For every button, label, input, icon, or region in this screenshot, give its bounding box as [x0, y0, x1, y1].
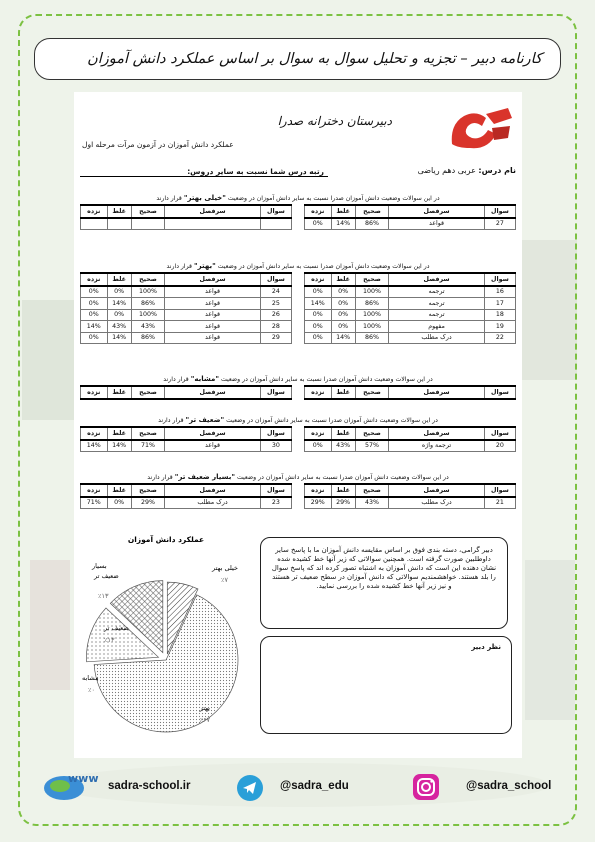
table-cell: 57% — [355, 440, 388, 452]
table-cell — [107, 218, 131, 230]
column-header: نزده — [305, 427, 332, 440]
table-cell: 28 — [260, 321, 291, 333]
pie-slice — [94, 595, 238, 732]
section-tables — [74, 385, 522, 400]
section-tables — [74, 204, 522, 230]
table-cell: قواعد — [165, 440, 261, 452]
column-header: سرفصل — [165, 205, 261, 218]
table-cell: درک مطلب — [389, 497, 485, 509]
table-cell — [165, 218, 261, 230]
section-3 — [74, 416, 522, 452]
section-heading-post: قرار دارند — [147, 474, 175, 481]
table-cell: 14% — [81, 321, 108, 333]
column-header: سرفصل — [389, 386, 485, 399]
table-cell: 0% — [305, 309, 332, 321]
column-header: نزده — [81, 273, 108, 286]
table-cell: 100% — [355, 286, 388, 298]
section-heading-pre: در این سوالات وضعیت دانش آموزان صدرا نسبت به سایر دانش آموزان در وضعیت — [215, 263, 430, 270]
column-header: نزده — [81, 427, 108, 440]
table-cell: 43% — [331, 440, 355, 452]
pie-slice-label: ضعیف تر — [94, 572, 119, 580]
table-cell: 100% — [131, 286, 164, 298]
table-cell: 19 — [484, 321, 515, 333]
column-header: سوال — [260, 273, 291, 286]
column-header: صحیح — [131, 484, 164, 497]
pie-slice-value: ٪۱۳ — [98, 592, 109, 600]
section-heading-post: قرار دارند — [156, 195, 184, 202]
table-cell: 0% — [107, 497, 131, 509]
table-cell: 17 — [484, 298, 515, 310]
table-cell: 0% — [331, 321, 355, 333]
table-row — [81, 309, 292, 321]
table-row — [305, 332, 516, 344]
column-header: سوال — [484, 427, 515, 440]
results-table-left — [80, 204, 292, 230]
table-cell: 0% — [331, 309, 355, 321]
column-header: سوال — [484, 386, 515, 399]
chart-title: عملکرد دانش آموزان — [127, 535, 205, 544]
table-cell: 0% — [81, 332, 108, 344]
table-cell: ترجمة واژه — [389, 440, 485, 452]
table-cell: 86% — [131, 332, 164, 344]
section-heading — [74, 375, 522, 385]
instagram-handle[interactable]: @sadra_school — [466, 780, 552, 792]
table-cell: قواعد — [165, 321, 261, 333]
table-cell: 0% — [331, 298, 355, 310]
section-heading-tag: "خیلی بهتر" — [183, 194, 226, 202]
table-cell: 100% — [131, 309, 164, 321]
performance-pie-chart — [78, 532, 254, 752]
column-header: سوال — [260, 386, 291, 399]
table-cell: 16 — [484, 286, 515, 298]
column-header: غلط — [331, 273, 355, 286]
section-tables — [74, 272, 522, 344]
column-header: صحیح — [355, 386, 388, 399]
table-cell: 100% — [355, 309, 388, 321]
column-header: غلط — [331, 484, 355, 497]
section-heading-pre: در این سوالات وضعیت دانش آموزان صدرا نسبت به سایر دانش آموزان در وضعیت — [224, 417, 438, 424]
table-cell: 26 — [260, 309, 291, 321]
table-cell: 43% — [355, 497, 388, 509]
table-cell: 29 — [260, 332, 291, 344]
table-cell: 14% — [81, 440, 108, 452]
column-header: سوال — [260, 427, 291, 440]
column-header: سوال — [260, 484, 291, 497]
column-header: غلط — [107, 427, 131, 440]
instagram-icon[interactable] — [412, 773, 440, 801]
column-header: غلط — [107, 386, 131, 399]
report-sheet — [74, 92, 522, 758]
table-cell: 0% — [305, 332, 332, 344]
table-cell: 18 — [484, 309, 515, 321]
column-header: سرفصل — [389, 484, 485, 497]
page-banner-title: کارنامه دبیر – تجزیه و تحلیل سوال به سوال بر اساس عملکرد دانش آموزان — [34, 38, 561, 80]
course-info — [418, 166, 516, 175]
table-cell: 14% — [107, 440, 131, 452]
column-header: صحیح — [355, 273, 388, 286]
table-row — [305, 309, 516, 321]
table-cell: 86% — [355, 332, 388, 344]
section-0 — [74, 194, 522, 230]
table-cell: درک مطلب — [389, 332, 485, 344]
results-table-left — [80, 385, 292, 400]
section-heading-tag: "بسیار ضعیف تر" — [174, 473, 236, 481]
footer — [0, 768, 595, 804]
column-header: نزده — [305, 273, 332, 286]
table-cell: 43% — [107, 321, 131, 333]
section-heading-tag: "مشابه" — [190, 375, 219, 383]
section-heading-pre: در این سوالات وضعیت دانش آموزان صدرا نسبت به سایر دانش آموزان در وضعیت — [218, 376, 433, 383]
table-row — [305, 218, 516, 230]
sadra-logo-icon — [442, 104, 516, 152]
results-table-right — [304, 483, 516, 509]
column-header: سرفصل — [389, 427, 485, 440]
pie-slice-label: ضعیف تر — [104, 624, 129, 632]
telegram-icon[interactable] — [236, 774, 264, 802]
column-header: غلط — [331, 205, 355, 218]
table-cell: ترجمه — [389, 298, 485, 310]
results-table-right — [304, 426, 516, 452]
column-header: سرفصل — [165, 484, 261, 497]
table-cell: 100% — [355, 321, 388, 333]
teacher-opinion-box[interactable] — [260, 636, 512, 734]
section-heading-tag: "بهتر" — [193, 262, 216, 270]
rank-label: رتبه درس شما نسبت به سایر دروس: — [187, 167, 324, 176]
pie-slice-value: ٪۶۷ — [199, 716, 210, 724]
table-cell: 86% — [355, 298, 388, 310]
table-row — [81, 440, 292, 452]
column-header: سوال — [484, 484, 515, 497]
rank-underline — [80, 176, 328, 177]
table-cell: 27 — [484, 218, 515, 230]
www-globe-icon — [40, 770, 100, 802]
section-heading-post: قرار دارند — [166, 263, 194, 270]
section-heading-pre: در این سوالات وضعیت دانش آموزان صدرا نسبت به سایر دانش آموزان در وضعیت — [225, 195, 440, 202]
results-table-left — [80, 483, 292, 509]
results-table-left — [80, 272, 292, 344]
column-header: صحیح — [131, 273, 164, 286]
column-header: سرفصل — [389, 273, 485, 286]
results-table-right — [304, 385, 516, 400]
table-cell: 29% — [305, 497, 332, 509]
section-heading-post: قرار دارند — [163, 376, 191, 383]
table-cell: 0% — [81, 298, 108, 310]
table-cell: 24 — [260, 286, 291, 298]
column-header: غلط — [107, 273, 131, 286]
column-header: غلط — [107, 205, 131, 218]
column-header: نزده — [81, 386, 108, 399]
column-header: صحیح — [131, 386, 164, 399]
table-cell: 0% — [305, 440, 332, 452]
column-header: سوال — [484, 205, 515, 218]
section-heading — [74, 416, 522, 426]
table-cell: 14% — [331, 218, 355, 230]
section-tables — [74, 426, 522, 452]
table-row — [81, 218, 292, 230]
results-table-right — [304, 204, 516, 230]
table-cell: 14% — [107, 298, 131, 310]
results-table-left — [80, 426, 292, 452]
pie-slice-label: بسیار — [92, 562, 107, 570]
column-header: سرفصل — [389, 205, 485, 218]
table-cell — [260, 218, 291, 230]
column-header: نزده — [305, 386, 332, 399]
section-1 — [74, 262, 522, 344]
table-cell: 14% — [107, 332, 131, 344]
table-cell: 21 — [484, 497, 515, 509]
column-header: صحیح — [355, 205, 388, 218]
table-cell: قواعد — [165, 309, 261, 321]
column-header: سرفصل — [165, 386, 261, 399]
table-cell: 14% — [331, 332, 355, 344]
table-row — [305, 321, 516, 333]
results-table-right — [304, 272, 516, 344]
section-4 — [74, 473, 522, 509]
column-header: صحیح — [131, 205, 164, 218]
table-cell: 71% — [81, 497, 108, 509]
table-cell: 71% — [131, 440, 164, 452]
column-header: نزده — [81, 484, 108, 497]
table-cell: 0% — [305, 218, 332, 230]
pie-slice-label: خیلی بهتر — [212, 564, 238, 572]
section-heading-post: قرار دارند — [158, 417, 186, 424]
pie-slice-label: بهتر — [199, 704, 210, 712]
table-cell: 23 — [260, 497, 291, 509]
table-cell: ترجمه — [389, 286, 485, 298]
table-cell: ترجمه — [389, 309, 485, 321]
column-header: سرفصل — [165, 273, 261, 286]
column-header: نزده — [81, 205, 108, 218]
column-header: غلط — [331, 386, 355, 399]
table-cell: 0% — [107, 286, 131, 298]
table-cell: 0% — [331, 286, 355, 298]
table-cell: 14% — [305, 298, 332, 310]
table-cell: قواعد — [165, 298, 261, 310]
table-cell: 86% — [131, 298, 164, 310]
section-heading-tag: "ضعیف تر" — [185, 416, 225, 424]
table-cell: 0% — [81, 309, 108, 321]
table-cell: قواعد — [165, 332, 261, 344]
telegram-handle[interactable]: @sadra_edu — [280, 780, 349, 792]
table-cell: قواعد — [389, 218, 485, 230]
table-cell — [81, 218, 108, 230]
pie-slice-value: ٪۱۳ — [104, 636, 115, 644]
school-name: دبیرستان دخترانه صدرا — [277, 114, 392, 128]
column-header: سرفصل — [165, 427, 261, 440]
table-row — [81, 298, 292, 310]
table-cell: 30 — [260, 440, 291, 452]
column-header: نزده — [305, 484, 332, 497]
section-tables — [74, 483, 522, 509]
table-row — [305, 286, 516, 298]
opinion-label: نظر دبیر — [471, 643, 501, 651]
column-header: صحیح — [131, 427, 164, 440]
table-cell: درک مطلب — [165, 497, 261, 509]
section-heading — [74, 262, 522, 272]
table-cell: 0% — [305, 321, 332, 333]
table-cell: 43% — [131, 321, 164, 333]
pie-slice-value: ٪۰ — [88, 686, 95, 694]
svg-text:www: www — [68, 772, 99, 785]
course-label: نام درس: — [478, 166, 516, 175]
table-cell: 0% — [305, 286, 332, 298]
column-header: صحیح — [355, 484, 388, 497]
section-heading — [74, 473, 522, 483]
report-subtitle: عملکرد دانش آموزان در آزمون مرآت مرحله اول — [82, 140, 234, 149]
table-cell: 22 — [484, 332, 515, 344]
table-row — [81, 286, 292, 298]
table-cell: 25 — [260, 298, 291, 310]
column-header: سوال — [484, 273, 515, 286]
section-2 — [74, 375, 522, 400]
teacher-note: دبیر گرامی، دسته بندی فوق بر اساس مقایسه دانش آموزان ما با پاسخ سایر داوطلبین صورت گرفته است. همچنین سوالاتی که زیر آنها خط کشیده شده نشان دهنده این است که دانش آموزان به اشتباه تصور کرده اند که پاسخ سوال را بلد هستند. خواهشمندیم سوالاتی که دانش آموزان در سطح ضعیف تر هستند و نیز زیر آنها خط کشیده شده را بررسی نمایید. — [260, 537, 508, 629]
section-heading — [74, 194, 522, 204]
table-row — [81, 497, 292, 509]
pie-slice-label: مشابه — [82, 674, 99, 682]
section-heading-pre: در این سوالات وضعیت دانش آموزان صدرا نسبت به سایر دانش آموزان در وضعیت — [235, 474, 449, 481]
table-row — [81, 321, 292, 333]
column-header: غلط — [107, 484, 131, 497]
table-cell: 29% — [131, 497, 164, 509]
table-cell: 29% — [331, 497, 355, 509]
table-cell — [131, 218, 164, 230]
pie-slice-value: ٪۷ — [221, 576, 228, 584]
table-cell: قواعد — [165, 286, 261, 298]
table-row — [305, 298, 516, 310]
course-value: عربی دهم ریاضی — [417, 166, 476, 175]
column-header: صحیح — [355, 427, 388, 440]
table-cell: 20 — [484, 440, 515, 452]
table-row — [305, 497, 516, 509]
column-header: غلط — [331, 427, 355, 440]
table-cell: مفهوم — [389, 321, 485, 333]
table-row — [305, 440, 516, 452]
table-row — [81, 332, 292, 344]
website-link[interactable]: sadra-school.ir — [108, 780, 191, 792]
column-header: سوال — [260, 205, 291, 218]
table-cell: 0% — [81, 286, 108, 298]
table-cell: 0% — [107, 309, 131, 321]
column-header: نزده — [305, 205, 332, 218]
table-cell: 86% — [355, 218, 388, 230]
